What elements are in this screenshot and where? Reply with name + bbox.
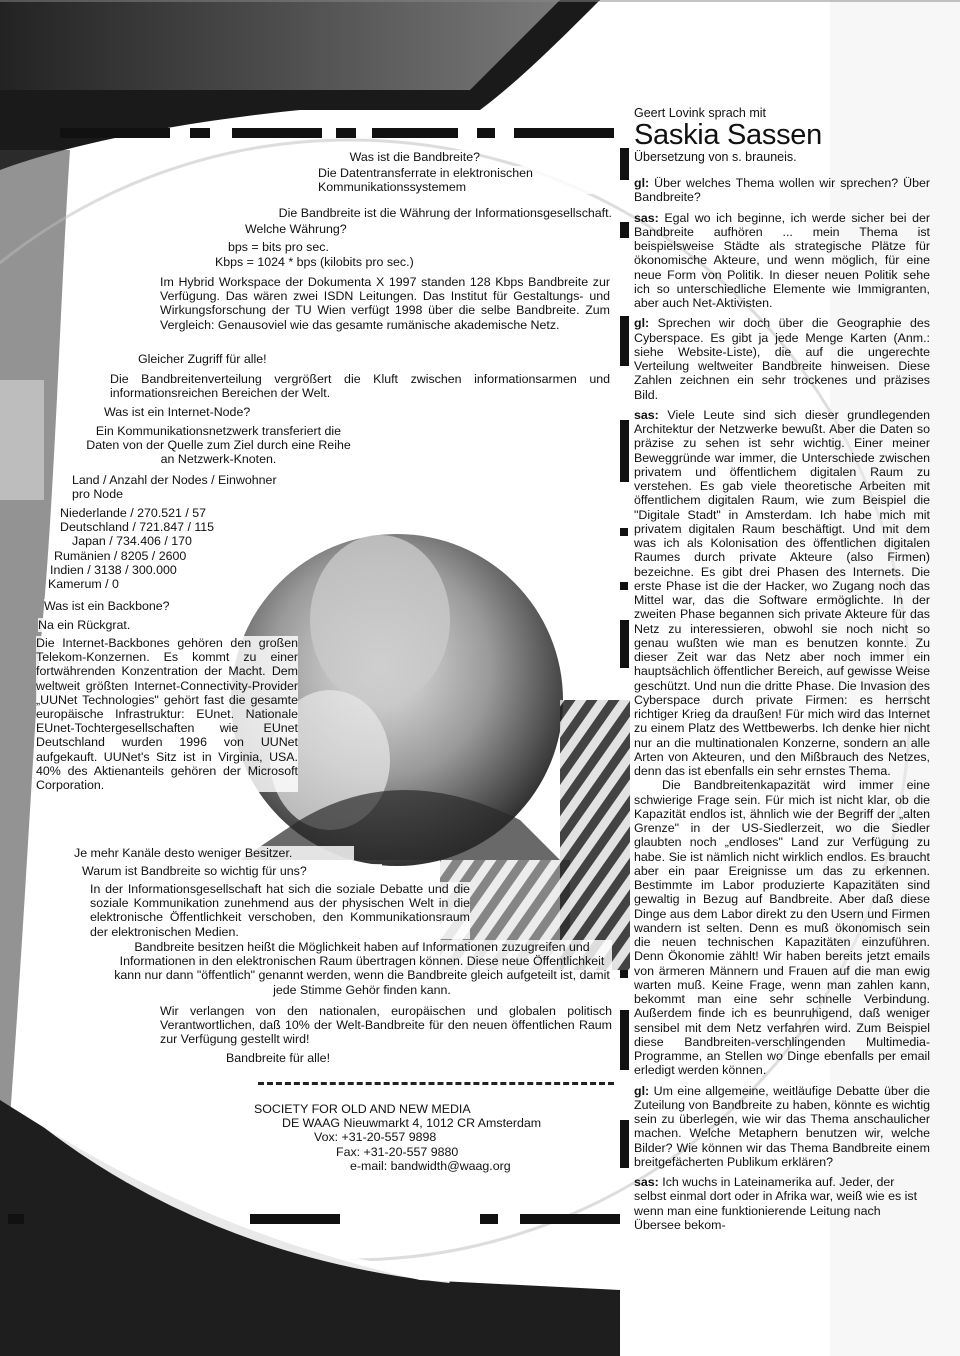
dash-top-1 [60, 128, 170, 138]
interviewee-name: Saskia Sassen [634, 119, 822, 152]
footer [254, 1102, 554, 1173]
interview-turn [634, 211, 930, 311]
q-backbone: Was ist ein Backbone? [44, 599, 244, 613]
interview-turn [634, 778, 930, 1077]
nodes-header: Land / Anzahl der Nodes / Einwohner pro Node [72, 473, 282, 501]
dash-bottom-4 [8, 1214, 24, 1224]
turn-text: Die Bandbreitenkapazität wird immer eine schwierige Frage sein. Für mich ist nicht klar, ob die Kapazität endlos ist, ähnlich wie der Begriff der „alten Grenze" in der US-Siedlerzeit, wo die Siedler glaubten noch „endloses" Land zur Verfügung zu habe. Sie ist nämlich nicht wirklich endlos. Es braucht aber ein paar Ereignisse um das zu erkennen. Bestimmte im Labor produzierte Kapazitäten sind gewaltig in Bezug auf Bandbreite. Aber daß diese Dinge aus dem Labor direkt zu den Usern und Firmen wandern ist selten. Denn es muß ökonomisch sein die neuen technischen Kapazitäten einzuführen. Denn Ökonomie zählt! Wir haben bereits jetzt emails von ärmeren Männern und Frauen auf die man ewig warten muß. Keine Frage, wenn man zahlen kann, bekommt man eine sehr schnelle Verbindung. Außerdem finde ich es beunruhigend, daß weniger sensibel mit dem Netz verfahren wird. Zum Beispiel diese Bandbreiten-verschlingenden Multimedia-Programme, an Stellen wo Dinge ebenfalls per email erledigt werden können. [634, 778, 930, 1078]
speaker: sas: [634, 210, 659, 225]
possibility-text: Bandbreite besitzen heißt die Möglichkeit haben auf Informationen zuzugreifen und Informationen in den elektronischen Raum übertragen können. Diese neue Öffentlichkeit kann nur dann "öffentlich" genannt werden, wenn die Bandbreite gleich aufgeteilt ist, damit jede Stimme Gehör finden kann. [112, 940, 612, 997]
debate-text: In der Informationsgesellschaft hat sich die soziale Debatte und die soziale Kommunikation zunehmend aus der physischen Welt in die elektronische Öffentlichkeit verschoben, den Kommunikationsraum der elektronischen Medien. [90, 882, 470, 939]
gray-swoosh-top [0, 0, 560, 90]
bandwidth-for-all: Bandbreite für alle! [226, 1051, 426, 1065]
dash-bottom-2 [480, 1214, 498, 1224]
fewer-channels: Je mehr Kanäle desto weniger Besitzer. [74, 846, 354, 860]
q-node: Was ist ein Internet-Node? [104, 405, 304, 419]
left-light-strips [0, 380, 44, 500]
bar-1 [620, 148, 629, 180]
kbps-line: Kbps = 1024 * bps (kilobits pro sec.) [215, 255, 455, 269]
q-why: Warum ist Bandbreite so wichtig für uns? [82, 864, 382, 878]
nodes-row: Kamerum / 0 [48, 577, 119, 592]
dash-top-2 [190, 128, 210, 138]
square-2 [620, 582, 628, 590]
dash-top-7 [514, 128, 614, 138]
interview-header [634, 106, 934, 164]
a-backbone: Na ein Rückgrat. [38, 618, 238, 632]
equal-access: Gleicher Zugriff für alle! [138, 352, 338, 366]
bandwidth-gap: Die Bandbreitenverteilung vergrößert die Kluft zwischen informationsarmen und informationsreichen Bereichen der Welt. [110, 372, 610, 401]
dash-top-6 [477, 128, 495, 138]
email: e-mail: bandwidth@waag.org [350, 1158, 511, 1173]
bps-line: bps = bits pro sec. [228, 240, 378, 254]
interview-column [634, 176, 930, 1232]
nodes-row: Deutschland / 721.847 / 115 [60, 520, 215, 535]
square-3 [620, 970, 628, 978]
turn-text: Über welches Thema wollen wir sprechen? Über Bandbreite? [634, 176, 930, 205]
turn-text: Ich wuchs in Lateinamerika auf. Jeder, der selbst einmal dort oder in Afrika war, weiß wie es ist wenn man eine funktionierende Leitung nach Übersee bekom- [634, 1175, 918, 1232]
turn-text: Um eine allgemeine, weitläufige Debatte über die Zuteilung von Bandbreite zu haben, könnte es wichtig sein zu überlegen, wie wir das Thema anschaulicher machen. Welche Metaphern benutzen wir, welche Bilder? Wie können wir das Thema Bandbreite einem breitgefächerten Publikum erklären? [634, 1083, 931, 1169]
q-bandwidth: Was ist die Bandbreite? [300, 150, 480, 164]
turn-text: Viele Leute sind sich dieser grundlegenden Architektur der Netzwerke bewußt. Aber die Daten so präzise zu sehen ist sehr wichtig. Einer meiner Beweggründe war immer, die Unterschiede zwischen privatem und öffentlichem digitalen Raum zu verstehen. Es gab viele theoretische Arbeiten mit öffentlichem digitalen Raum, wie zum Beispiel die "Digitale Stadt" in Amsterdam. Ich habe mich mit privatem digitalen Raum beschäftigt. Und mit dem was ich als Kolonisation des öffentlichen digitalen Raumes durch private Akteure (also Firmen) bezeichne. Es gibt drei Phasen des Internets. Die erste Phase ist die der Hacker, wo Zugang noch das Mittel war, das die Software ermöglichte. In der zweiten Phase begannen sich private Akteure für das Netz zu interessieren, obwohl sie noch nicht so genau wußten wie man es benutzen konnte. Zu dieser Zeit war das Netz aber noch immer ein hauptsächlich öffentlicher Bereich, auf gewisse Weise geschützt. Und nun die dritte Phase. Die Invasion des Cyberspace durch private Firmen: es herrscht richtiger Krieg da draußen! Für mich wird das Internet zu einem Platz des Wettbewerbs. Ich denke hier nicht nur an die multinationalen Konzerne, sondern an alle Arten von Akteuren, und den Mißbrauch des Netzes, denn das ist ebenfalls ein sehr ernstes Thema. [634, 407, 930, 778]
dash-bottom-1 [250, 1214, 340, 1224]
nodes-row: Rumänien / 8205 / 2600 [54, 548, 187, 563]
hybrid-workspace: Im Hybrid Workspace der Dokumenta X 1997 standen 128 Kbps Bandbreite zur Verfügung. Das wären zwei ISDN Leitungen. Das Institut für Gestaltungs- und Wirkungsforschung der TU Wien verfügt 1998 über die selbe Bandbreite. Zum Vergleich: Genausoviel wie das gesamte rumänische akademische Netz. [160, 275, 610, 332]
speaker: gl: [634, 176, 650, 190]
translation-credit: Übersetzung von s. brauneis. [634, 150, 797, 165]
striped-graphic [560, 700, 630, 970]
currency-line: Die Bandbreite ist die Währung der Informationsgesellschaft. [230, 206, 612, 220]
nodes-list [48, 506, 240, 592]
nodes-row: Indien / 3138 / 300.000 [50, 562, 177, 577]
byline: Geert Lovink sprach mit [634, 106, 766, 120]
bar-3 [620, 316, 629, 366]
nodes-row: Japan / 734.406 / 170 [72, 534, 192, 549]
square-1 [620, 528, 628, 536]
backbones-text: Die Internet-Backbones gehören den großen Telekom-Konzernen. Es kommt zu einer fortwährenden Konzentration der Macht. Dem weltweit größten Internet-Connectivity-Provider „UUNet Technologies" gehört fast die gesamte europäische Infrastruktur: EUnet. Nationale EUnet-Tochtergesellschaften wie EUnet Deutschland wurden 1996 von UUNet aufgekauft. UUNet's Sitz ist in Virginia, USA. 40% des Aktienanteils gehören der Microsoft Corporation. [36, 636, 298, 793]
vox: Vox: +31-20-557 9898 [314, 1130, 437, 1145]
interview-turn [634, 1084, 930, 1170]
bar-5 [620, 620, 629, 668]
address: DE WAAG Nieuwmarkt 4, 1012 CR Amsterdam [282, 1116, 542, 1131]
interview-turn [634, 1175, 930, 1232]
society-name: SOCIETY FOR OLD AND NEW MEDIA [254, 1102, 471, 1116]
dash-bottom-3 [520, 1214, 620, 1224]
turn-text: Sprechen wir doch über die Geographie des Cyberspace. Es gibt ja jede Menge Karten (Anm.: siehe Website-Liste), die auf die ungerechte Verteilung weltweiter Bandbreite hinweisen. Diese Zahlen zeichnen ein sehr trockenes und präzises Bild. [634, 316, 930, 402]
bar-2 [620, 222, 629, 238]
fax: Fax: +31-20-557 9880 [336, 1144, 459, 1159]
a-bandwidth: Die Datentransferrate in elektronischen Kommunikationssystemem [318, 166, 608, 194]
a-node: Ein Kommunikationsnetzwerk transferiert die Daten von der Quelle zum Ziel durch eine Reihe an Netzwerk-Knoten. [86, 424, 351, 467]
bar-7 [620, 1120, 629, 1168]
speaker: gl: [634, 1083, 650, 1098]
nodes-row: Niederlande / 270.521 / 57 [60, 506, 207, 520]
turn-text: Egal wo ich beginne, ich werde sicher bei der Bandbreite aufhören ... mein Thema ist beispielsweise Städte als strategische Plätze für ökonomische Akteure, und wenn möglich, für eine neue Form von Politik. In dieser neuen Politik sehe ich so unterschiedliche Elemente wie Immigranten, aber auch Net-Aktivisten. [634, 210, 930, 310]
footer-rule [258, 1082, 614, 1085]
interview-turn [634, 316, 930, 402]
speaker: gl: [634, 316, 650, 331]
dash-top-3 [232, 128, 322, 138]
bar-6 [620, 1010, 629, 1070]
speaker: sas: [634, 407, 659, 422]
bar-4 [620, 420, 629, 482]
q-currency: Welche Währung? [245, 222, 395, 236]
demand-text: Wir verlangen von den nationalen, europäischen und globalen politisch Verantwortlichen, daß 10% der Welt-Bandbreite für den neuen öffentlichen Raum zur Verfügung gestellt wird! [160, 1004, 612, 1047]
interview-turn [634, 408, 930, 779]
speaker: sas: [634, 1175, 659, 1189]
dash-top-4 [336, 128, 356, 138]
interview-turn [634, 176, 930, 205]
dash-top-5 [372, 128, 458, 138]
